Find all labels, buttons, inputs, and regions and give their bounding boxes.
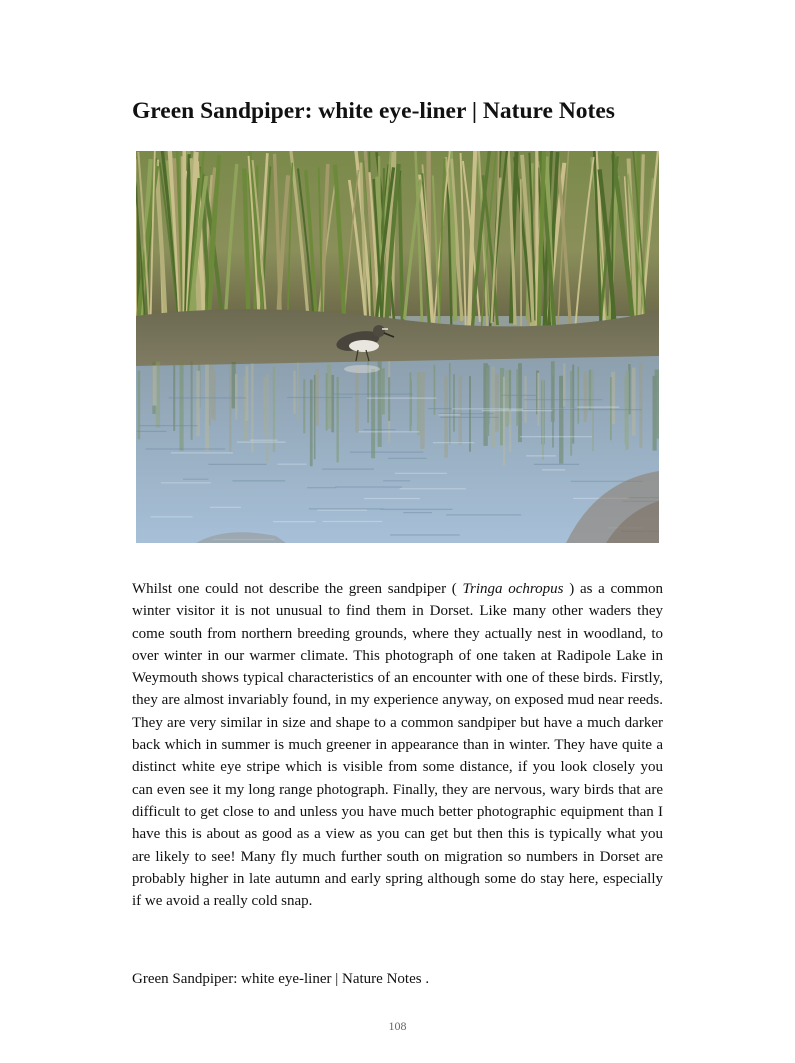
body-part-2: ) as a common winter visitor it is not unusual to find them in Dorset. Like many other waders they come south from northern breeding grounds, where they actually nest in woodland, to over winter in our warmer climate. This photograph of one taken at Radipole Lake in Weymouth shows typical characteristics of an encounter with one of these birds. Firstly, they are almost invariably found, in my experience anyway, on exposed mud near reeds. They are very similar in size and shape to a common sandpiper but have a much darker back which in summer is much greener in appearance than in winter. They have quite a distinct white eye stripe which is visible from some distance, if you look closely you can even see it my long range photograph. Finally, they are nervous, wary birds that are difficult to get close to and unless you have much better photographic equipment than I have this is about as good as a view as you can get but then this is typically what you are likely to see! Many fly much further south on migration so numbers in Dorset are probably higher in late autumn and early spring although some do stay here, especially if we avoid a really cold snap. <box>132 581 664 910</box>
source-line: Green Sandpiper: white eye-liner | Nature Notes . <box>132 971 430 987</box>
page-number: 108 <box>388 1019 407 1033</box>
page-title: Green Sandpiper: white eye-liner | Nature Notes <box>132 98 615 124</box>
sandpiper-photo <box>136 151 659 543</box>
species-name: Tringa ochropus <box>462 581 564 597</box>
article-body <box>132 578 663 912</box>
body-part-1: Whilst one could not describe the green sandpiper ( <box>132 581 457 597</box>
